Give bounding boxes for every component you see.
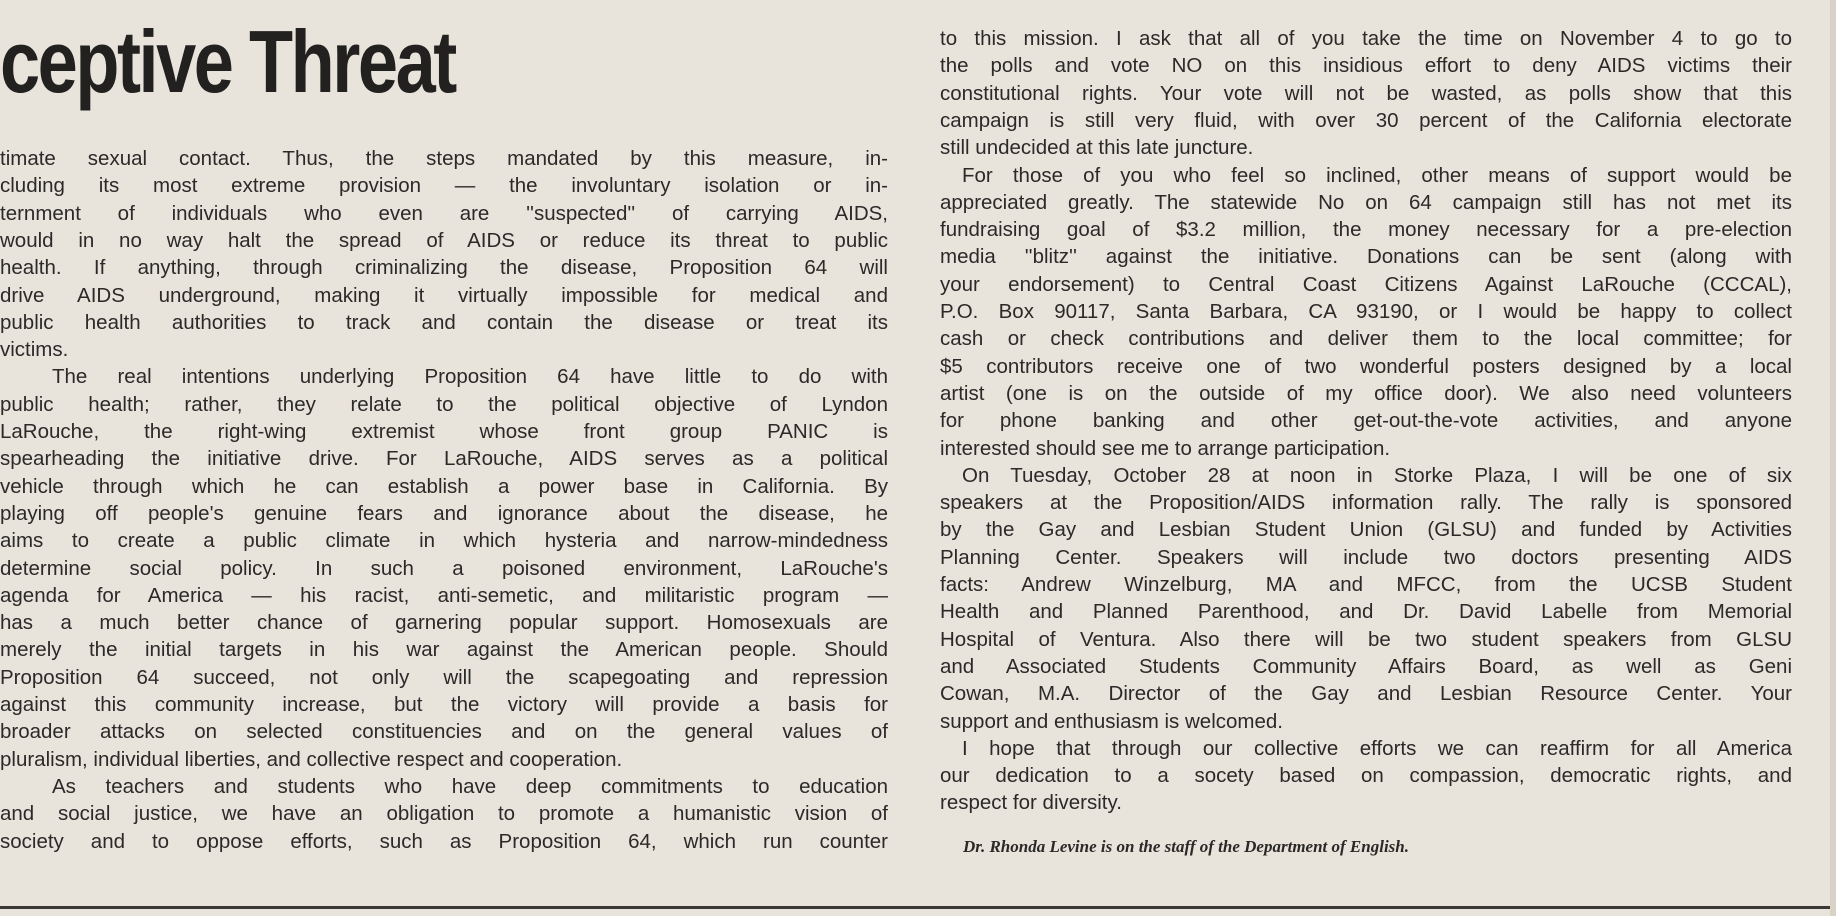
text-line: interested should see me to arrange participation. [940, 436, 1391, 460]
text-line: timate sexual contact. Thus, the steps mandated by this measure, in- [0, 147, 888, 170]
text-line: aims to create a public climate in which hysteria and narrow-mindedness [0, 529, 888, 553]
text-line: determine social policy. In such a poisoned environment, LaRouche's [0, 556, 888, 580]
text-line: to this mission. I ask that all of you take the time on November 4 to go to [940, 27, 1792, 50]
text-line: agenda for America — his racist, anti-semetic, and militaristic program — [0, 583, 888, 607]
text-line: I hope that through our collective efforts we can reaffirm for all America [962, 736, 1792, 760]
text-line: vehicle through which he can establish a power base in California. By [0, 474, 888, 498]
text-line: broader attacks on selected constituencies and on the general values of [0, 720, 888, 744]
text-line: would in no way halt the spread of AIDS or reduce its threat to public [0, 228, 888, 252]
text-line: pluralism, individual liberties, and collective respect and cooperation. [0, 747, 623, 771]
text-line: drive AIDS underground, making it virtually impossible for medical and [0, 283, 888, 307]
text-line: fundraising goal of $3.2 million, the money necessary for a pre-election [940, 218, 1792, 242]
text-line: your endorsement) to Central Coast Citizens Against LaRouche (CCCAL), [940, 272, 1792, 296]
text-line: Hospital of Ventura. Also there will be two student speakers from GLSU [940, 627, 1792, 651]
text-line: respect for diversity. [940, 791, 1122, 815]
text-line: spearheading the initiative drive. For LaRouche, AIDS serves as a political [0, 447, 888, 471]
text-line: support and enthusiasm is welcomed. [940, 709, 1283, 733]
text-line: public health; rather, they relate to the political objective of Lyndon [0, 392, 888, 416]
page-edge [1830, 0, 1836, 916]
headline: ceptive Threat [0, 12, 455, 111]
text-line: For those of you who feel so inclined, other means of support would be [962, 163, 1792, 187]
text-line: for phone banking and other get-out-the-vote activities, and anyone [940, 409, 1792, 433]
text-line: The real intentions underlying Proposition 64 have little to do with [52, 365, 888, 389]
text-line: appreciated greatly. The statewide No on 64 campaign still has not met its [940, 190, 1792, 214]
text-line: society and to oppose efforts, such as Proposition 64, which run counter [0, 829, 888, 853]
text-line: cash or check contributions and deliver them to the local committee; for [940, 327, 1792, 351]
text-line: As teachers and students who have deep commitments to education [52, 774, 888, 798]
text-line: ternment of individuals who even are ''suspected'' of carrying AIDS, [0, 201, 888, 225]
text-line: cluding its most extreme provision — the involuntary isolation or in- [0, 174, 888, 198]
text-line: $5 contributors receive one of two wonderful posters designed by a local [940, 354, 1792, 378]
text-line: artist (one is on the outside of my office door). We also need volunteers [940, 381, 1792, 405]
text-line: speakers at the Proposition/AIDS information rally. The rally is sponsored [940, 491, 1792, 515]
bottom-rule [0, 906, 1836, 909]
text-line: media ''blitz'' against the initiative. Donations can be sent (along with [940, 245, 1792, 269]
text-line: has a much better chance of garnering popular support. Homosexuals are [0, 611, 888, 635]
text-line: our dedication to a socety based on compassion, democratic rights, and [940, 764, 1792, 788]
text-line: still undecided at this late juncture. [940, 136, 1254, 160]
author-byline: Dr. Rhonda Levine is on the staff of the Department of English. [963, 837, 1409, 856]
text-line: constitutional rights. Your vote will not be wasted, as polls show that this [940, 81, 1792, 105]
text-line: Proposition 64 succeed, not only will the scapegoating and repression [0, 665, 888, 689]
text-line: victims. [0, 338, 69, 362]
text-line: by the Gay and Lesbian Student Union (GLSU) and funded by Activities [940, 518, 1792, 542]
text-line: merely the initial targets in his war against the American people. Should [0, 638, 888, 662]
text-line: campaign is still very fluid, with over 30 percent of the California electorate [940, 108, 1792, 132]
text-line: Cowan, M.A. Director of the Gay and Lesbian Resource Center. Your [940, 682, 1792, 706]
text-line: and social justice, we have an obligation to promote a humanistic vision of [0, 802, 888, 826]
text-line: facts: Andrew Winzelburg, MA and MFCC, from the UCSB Student [940, 573, 1792, 596]
text-line: and Associated Students Community Affairs Board, as well as Geni [940, 654, 1792, 678]
text-line: Health and Planned Parenthood, and Dr. David Labelle from Memorial [940, 600, 1792, 624]
text-line: P.O. Box 90117, Santa Barbara, CA 93190, or I would be happy to collect [940, 300, 1792, 323]
text-line: Planning Center. Speakers will include two doctors presenting AIDS [940, 545, 1792, 569]
text-line: public health authorities to track and contain the disease or treat its [0, 310, 888, 334]
text-line: LaRouche, the right-wing extremist whose front group PANIC is [0, 420, 888, 443]
text-line: health. If anything, through criminalizing the disease, Proposition 64 will [0, 256, 888, 280]
text-line: against this community increase, but the victory will provide a basis for [0, 693, 888, 716]
text-line: the polls and vote NO on this insidious effort to deny AIDS victims their [940, 54, 1792, 78]
text-line: playing off people's genuine fears and ignorance about the disease, he [0, 501, 888, 525]
text-line: On Tuesday, October 28 at noon in Storke Plaza, I will be one of six [962, 463, 1792, 487]
